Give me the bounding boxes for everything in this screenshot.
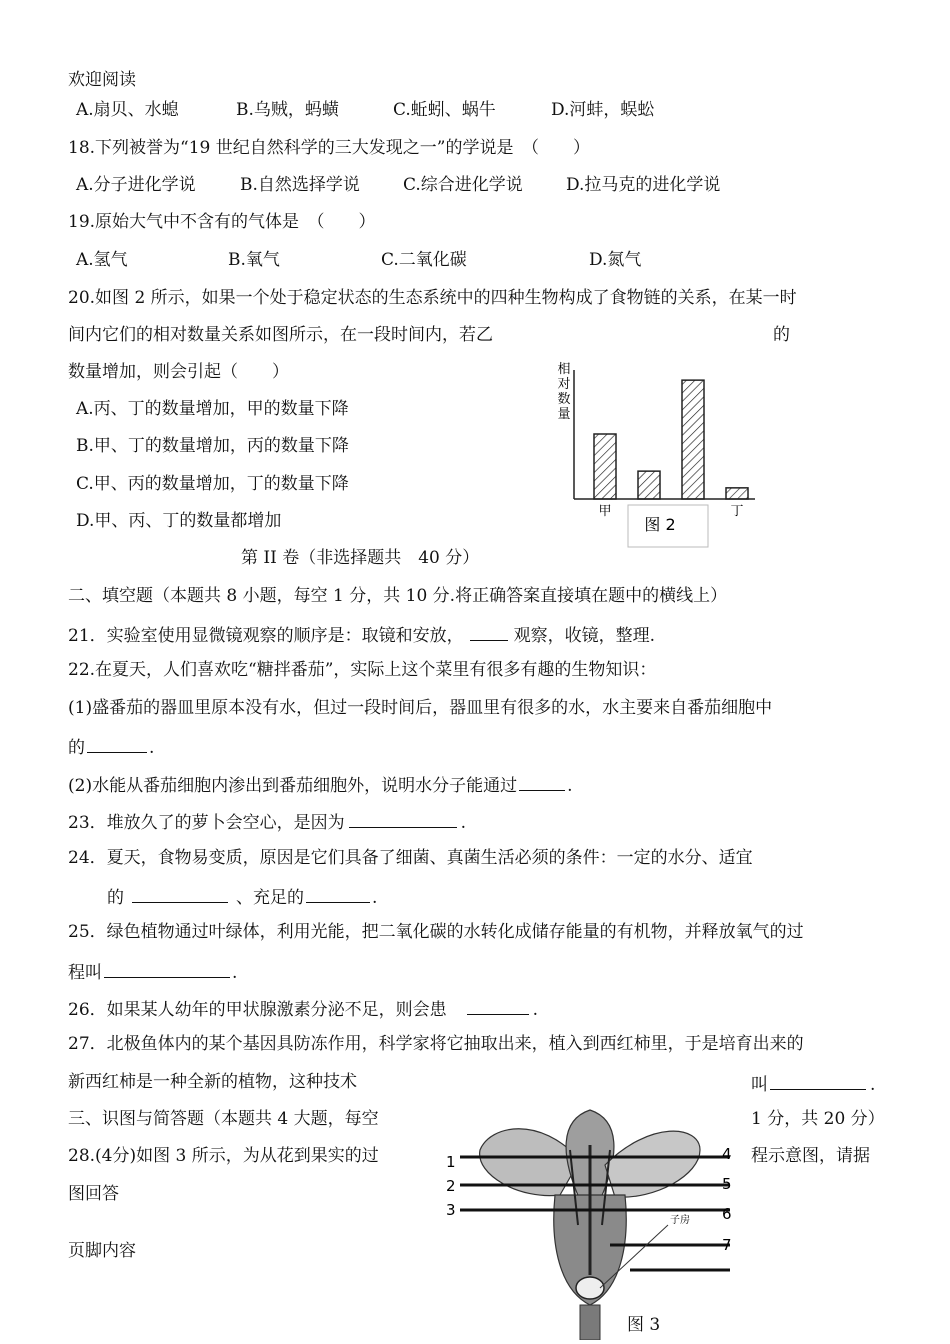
label-3: 3 xyxy=(446,1201,456,1219)
bar-丙 xyxy=(682,380,704,499)
q18-option-d: D.拉马克的进化学说 xyxy=(566,175,721,195)
q22-sub1-prefix: 的 xyxy=(68,738,85,758)
q22-sub2-text: (2)水能从番茄细胞内渗出到番茄细胞外，说明水分子能通过 xyxy=(68,776,518,796)
label-2: 2 xyxy=(446,1177,456,1195)
q18-stem: 18.下列被誉为“19 世纪自然科学的三大发现之一”的学说是 （ ） xyxy=(68,138,590,158)
tick-label-甲: 甲 xyxy=(598,504,612,519)
ylabel-char-1: 相 xyxy=(557,362,571,377)
ylabel-char-4: 量 xyxy=(557,407,571,422)
figure2-bar-chart xyxy=(550,355,770,555)
figure3-caption: 图 3 xyxy=(627,1315,661,1335)
label-6: 6 xyxy=(722,1205,732,1223)
bar-甲 xyxy=(594,434,616,499)
q24-end: . xyxy=(372,888,378,908)
q26-blank[interactable] xyxy=(467,996,529,1015)
q28-stem: 28.(4分)如图 3 所示，为从花到果实的过 xyxy=(68,1146,379,1166)
tick-label-丁: 丁 xyxy=(730,504,744,519)
figure2-caption: 图 2 xyxy=(644,515,676,534)
section2-title: 第 II 卷（非选择题共 40 分） xyxy=(241,548,480,568)
q20-stem-line2-end: 的 xyxy=(773,325,790,345)
q22-sub2 xyxy=(68,772,573,797)
q18-option-a: A.分子进化学说 xyxy=(76,175,196,195)
q22-blank-1[interactable] xyxy=(87,734,147,753)
q23 xyxy=(68,809,466,834)
q20-stem-line3: 数量增加，则会引起（ ） xyxy=(68,362,289,382)
label-1: 1 xyxy=(446,1153,456,1171)
q17-option-d: D.河蚌，蜈蚣 xyxy=(551,100,655,120)
page-footer: 页脚内容 xyxy=(68,1241,136,1261)
q22-sub1-end: . xyxy=(149,738,155,758)
q26 xyxy=(68,996,538,1021)
q27-line2: 新西红柿是一种全新的植物，这种技术 xyxy=(68,1072,357,1092)
q28-stem-line2: 图回答 xyxy=(68,1184,119,1204)
q22-stem: 22.在夏天，人们喜欢吃“糖拌番茄”，实际上这个菜里有很多有趣的生物知识： xyxy=(68,660,657,680)
q24-line2 xyxy=(107,884,377,909)
q19-stem: 19.原始大气中不含有的气体是 （ ） xyxy=(68,212,376,232)
q17-option-b: B.乌贼，蚂蟥 xyxy=(236,100,339,120)
q21-blank[interactable] xyxy=(470,622,508,641)
q21-text-b: 观察，收镜，整理. xyxy=(513,626,656,646)
q19-option-d: D.氮气 xyxy=(589,250,642,270)
q20-option-d: D.甲、丙、丁的数量都增加 xyxy=(76,511,282,531)
q25-blank[interactable] xyxy=(104,959,230,978)
q24-mid: 、充足的 xyxy=(236,888,304,908)
q25-end: . xyxy=(232,963,238,983)
q17-option-c: C.蚯蚓、蜗牛 xyxy=(393,100,496,120)
figure3-flower-diagram xyxy=(430,1105,750,1340)
q27-end: . xyxy=(870,1075,876,1095)
q27-blank[interactable] xyxy=(770,1071,866,1090)
q26-end: . xyxy=(532,1000,539,1020)
ylabel-char-2: 对 xyxy=(557,377,571,392)
label-4: 4 xyxy=(722,1145,732,1163)
label-7: 7 xyxy=(722,1236,732,1254)
q22-blank-2[interactable] xyxy=(519,772,565,791)
q23-blank[interactable] xyxy=(349,809,457,828)
q20-option-c: C.甲、丙的数量增加，丁的数量下降 xyxy=(76,474,349,494)
bar-丁 xyxy=(726,488,748,499)
q28-stem-end: 程示意图，请据 xyxy=(751,1146,870,1166)
q22-sub1-line2 xyxy=(68,734,154,759)
q24-prefix: 的 xyxy=(107,888,124,908)
q20-option-a: A.丙、丁的数量增加，甲的数量下降 xyxy=(76,399,349,419)
page-header: 欢迎阅读 xyxy=(68,70,136,90)
q25-stem: 25．绿色植物通过叶绿体，利用光能，把二氧化碳的水转化成储存能量的有机物，并释放氧气的过 xyxy=(68,922,804,942)
bar-乙 xyxy=(638,471,660,499)
ylabel-char-3: 数 xyxy=(557,392,571,407)
q27-line2-end xyxy=(751,1071,875,1096)
right-petal xyxy=(605,1131,700,1197)
q23-text: 23．堆放久了的萝卜会空心，是因为 xyxy=(68,813,345,833)
q22-sub2-end: . xyxy=(567,776,573,796)
q19-option-a: A.氢气 xyxy=(76,250,128,270)
q25-prefix: 程叫 xyxy=(68,963,102,983)
part3-title-end: 1 分，共 20 分） xyxy=(751,1109,885,1129)
q20-option-b: B.甲、丁的数量增加，丙的数量下降 xyxy=(76,436,349,456)
q24-blank-1[interactable] xyxy=(132,884,228,903)
q20-stem-line2: 间内它们的相对数量关系如图所示，在一段时间内，若乙 xyxy=(68,325,493,345)
q27-prefix: 叫 xyxy=(751,1075,768,1095)
q17-option-a: A.扇贝、水螅 xyxy=(76,100,179,120)
q19-option-b: B.氧气 xyxy=(228,250,280,270)
q21 xyxy=(68,622,655,647)
q22-sub1: (1)盛番茄的器皿里原本没有水，但过一段时间后，器皿里有很多的水，水主要来自番茄细胞中 xyxy=(68,698,773,718)
q27-stem: 27．北极鱼体内的某个基因具防冻作用，科学家将它抽取出来，植入到西红柿里，于是培育出来的 xyxy=(68,1034,804,1054)
q20-stem-line1: 20.如图 2 所示，如果一个处于稳定状态的生态系统中的四种生物构成了食物链的关系，在某一时 xyxy=(68,288,797,308)
q18-option-c: C.综合进化学说 xyxy=(403,175,523,195)
stem xyxy=(580,1305,600,1340)
q25-line2 xyxy=(68,959,237,984)
part3-title: 三、识图与简答题（本题共 4 大题，每空 xyxy=(68,1109,379,1129)
q21-text-a: 21．实验室使用显微镜观察的顺序是：取镜和安放， xyxy=(68,626,464,646)
part2-title: 二、填空题（本题共 8 小题，每空 1 分，共 10 分.将正确答案直接填在题中的横线上） xyxy=(68,586,728,606)
ovary-label: 子房 xyxy=(670,1215,690,1226)
q24-stem: 24．夏天，食物易变质，原因是它们具备了细菌、真菌生活必须的条件：一定的水分、适宜 xyxy=(68,848,753,868)
q18-option-b: B.自然选择学说 xyxy=(240,175,360,195)
q23-end: . xyxy=(460,813,467,833)
label-5: 5 xyxy=(722,1175,732,1193)
q19-option-c: C.二氧化碳 xyxy=(381,250,467,270)
q24-blank-2[interactable] xyxy=(306,884,370,903)
ovary xyxy=(576,1277,604,1299)
q26-text: 26．如果某人幼年的甲状腺激素分泌不足，则会患 xyxy=(68,1000,447,1020)
